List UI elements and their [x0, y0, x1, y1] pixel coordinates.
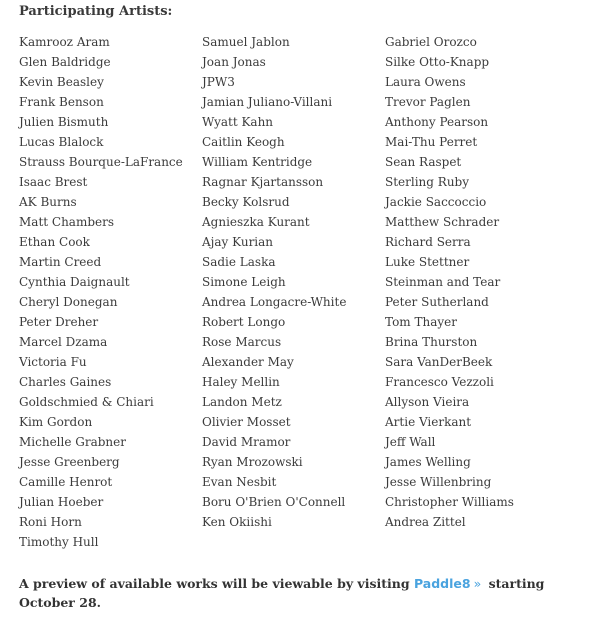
artist-name: Samuel Jablon	[202, 35, 290, 49]
artist-name: Marcel Dzama	[19, 335, 108, 349]
artist-name: William Kentridge	[202, 155, 313, 169]
artist-name: AK Burns	[19, 195, 77, 209]
artist-name: Caitlin Keogh	[202, 135, 285, 149]
artist-name: Victoria Fu	[19, 355, 87, 369]
artist-name: Camille Henrot	[19, 475, 113, 489]
artist-name: Michelle Grabner	[19, 435, 126, 449]
artist-name: Ragnar Kjartansson	[202, 175, 324, 189]
artist-name: Goldschmied & Chiari	[19, 395, 154, 409]
preview-note-date: starting October 28.	[19, 576, 545, 610]
artist-name: Julian Hoeber	[19, 495, 104, 509]
artist-name: Matthew Schrader	[385, 215, 500, 229]
artist-name: Sadie Laska	[202, 255, 276, 269]
double-chevron-right-icon[interactable]: »	[473, 576, 482, 591]
artist-name: Jeff Wall	[385, 435, 436, 449]
artist-name: Steinman and Tear	[385, 275, 501, 289]
paddle8-link[interactable]: Paddle8	[413, 576, 471, 591]
artist-name: Charles Gaines	[19, 375, 112, 389]
artist-name: Sara VanDerBeek	[385, 355, 493, 369]
artist-name: Sterling Ruby	[385, 175, 470, 189]
artist-name: Roni Horn	[19, 515, 82, 529]
artist-name: Peter Dreher	[19, 315, 99, 329]
artist-name: Alexander May	[202, 355, 294, 369]
artist-name: Isaac Brest	[19, 175, 88, 189]
artist-name: Glen Baldridge	[19, 55, 111, 69]
artist-name: Evan Nesbit	[202, 475, 277, 489]
artist-name: Ajay Kurian	[202, 235, 274, 249]
artist-name: Kevin Beasley	[19, 75, 104, 89]
artist-name: Anthony Pearson	[385, 115, 489, 129]
artist-name: Martin Creed	[19, 255, 102, 269]
artist-name: Gabriel Orozco	[385, 35, 477, 49]
artist-name: Andrea Longacre-White	[202, 295, 347, 309]
artist-name: Cheryl Donegan	[19, 295, 118, 309]
artist-name: Matt Chambers	[19, 215, 115, 229]
artist-name: Christopher Williams	[385, 495, 514, 509]
artist-name: Olivier Mosset	[202, 415, 291, 429]
artist-name: Jesse Greenberg	[19, 455, 120, 469]
artist-name: Peter Sutherland	[385, 295, 489, 309]
artist-name: JPW3	[202, 75, 235, 89]
artist-name: Allyson Vieira	[385, 395, 470, 409]
artist-name: Jackie Saccoccio	[385, 195, 487, 209]
artist-name: Rose Marcus	[202, 335, 282, 349]
participating-artists-heading: Participating Artists:	[19, 4, 173, 19]
artist-name: Ryan Mrozowski	[202, 455, 303, 469]
artist-name: Mai-Thu Perret	[385, 135, 478, 149]
artist-name: Richard Serra	[385, 235, 471, 249]
preview-note	[19, 574, 594, 612]
artist-name: David Mramor	[202, 435, 291, 449]
artist-name: Luke Stettner	[385, 255, 470, 269]
artist-name: Joan Jonas	[202, 55, 266, 69]
artist-name: Sean Raspet	[385, 155, 462, 169]
artist-name: Trevor Paglen	[385, 95, 471, 109]
artist-name: Simone Leigh	[202, 275, 286, 289]
artist-column-1	[19, 32, 183, 552]
preview-note-text: A preview of available works will be viewable by visiting	[19, 576, 414, 591]
artist-name: Jesse Willenbring	[385, 475, 492, 489]
artist-name: Landon Metz	[202, 395, 282, 409]
artist-name: Kamrooz Aram	[19, 35, 110, 49]
artist-name: Andrea Zittel	[385, 515, 466, 529]
artist-name: Strauss Bourque-LaFrance	[19, 155, 183, 169]
artist-name: Frank Benson	[19, 95, 104, 109]
artist-name: Artie Vierkant	[385, 415, 472, 429]
artist-column-3	[385, 32, 514, 532]
artist-name: Agnieszka Kurant	[202, 215, 310, 229]
artist-name: Kim Gordon	[19, 415, 93, 429]
artist-name: Cynthia Daignault	[19, 275, 130, 289]
artist-name: Ethan Cook	[19, 235, 90, 249]
artist-name: Ken Okiishi	[202, 515, 272, 529]
artist-name: James Welling	[385, 455, 471, 469]
artist-name: Becky Kolsrud	[202, 195, 290, 209]
artist-name: Timothy Hull	[19, 535, 99, 549]
artist-name: Julien Bismuth	[19, 115, 109, 129]
artist-column-2	[202, 32, 346, 532]
artist-name: Wyatt Kahn	[202, 115, 274, 129]
artist-name: Silke Otto-Knapp	[385, 55, 490, 69]
artist-name: Francesco Vezzoli	[385, 375, 494, 389]
artist-name: Brina Thurston	[385, 335, 478, 349]
artist-name: Haley Mellin	[202, 375, 280, 389]
artist-name: Laura Owens	[385, 75, 466, 89]
artist-name: Tom Thayer	[385, 315, 457, 329]
artist-name: Boru O'Brien O'Connell	[202, 495, 346, 509]
artist-name: Lucas Blalock	[19, 135, 104, 149]
artist-name: Jamian Juliano-Villani	[202, 95, 333, 109]
artist-name: Robert Longo	[202, 315, 286, 329]
